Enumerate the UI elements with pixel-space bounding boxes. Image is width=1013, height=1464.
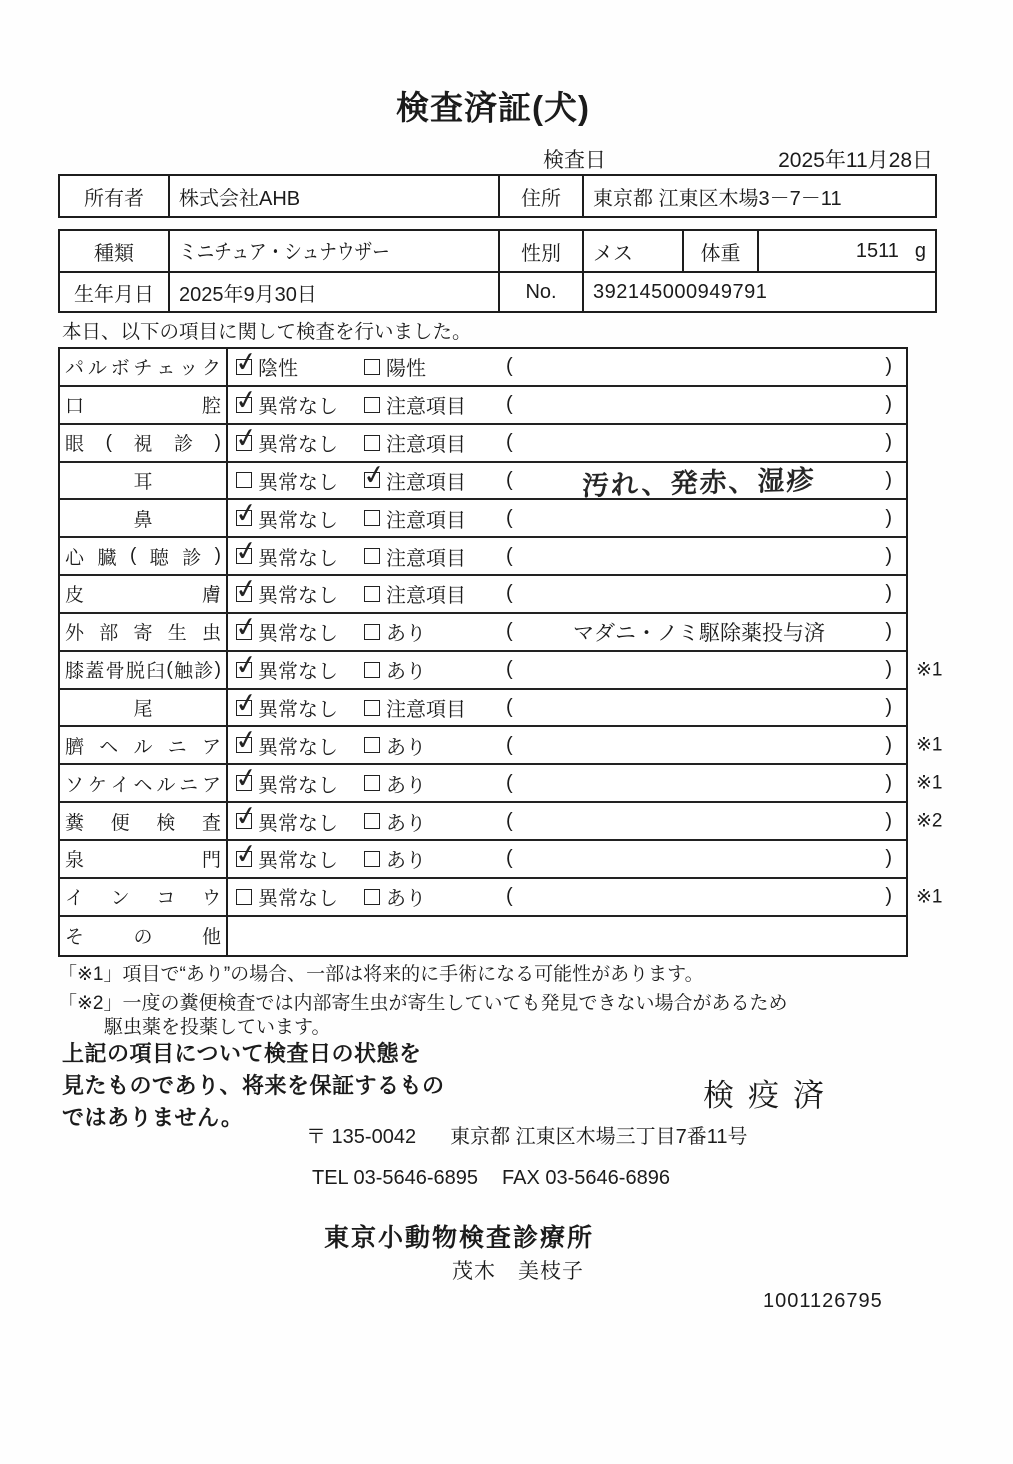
footnote-2-line2: 駆虫薬を投薬しています。 [104, 1017, 331, 1038]
checklist-option-2: 注意項目 [364, 390, 506, 419]
checklist-row [60, 463, 906, 501]
footnote-mark: ※1 [916, 886, 943, 908]
checklist-option-1: ✓ 陰性 [236, 352, 364, 381]
clinic-phone-row [312, 1167, 670, 1190]
paren-close: ) [885, 696, 892, 719]
paren-close: ) [885, 506, 892, 529]
no-value: 392145000949791 [582, 271, 935, 311]
checklist-option-1: ✓ 異常なし [236, 542, 364, 571]
checklist-table [58, 347, 943, 957]
checklist-item-label: 心 臓 ( 聴 診 ) [60, 538, 228, 574]
checklist-item-label: 耳 [60, 463, 228, 499]
address-label: 住所 [498, 176, 582, 216]
owner-table [58, 174, 937, 218]
checkbox-icon [236, 737, 252, 753]
checklist-item-label: 外 部 寄 生 虫 [60, 614, 228, 650]
inspection-date-label: 検査日 [543, 149, 606, 172]
fax-number: FAX 03-5646-6896 [502, 1167, 670, 1189]
paren-open: ( [506, 696, 513, 719]
disclaimer-text: 上記の項目について検査日の状態を 見たものであり、将来を保証するもの ではありません。 [62, 1041, 445, 1130]
checklist-item-label: 臍 ヘ ル ニ ア [60, 727, 228, 763]
checkbox-icon [236, 851, 252, 867]
checkbox-icon [364, 472, 380, 488]
clinic-address: 東京都 江東区木場三丁目7番11号 [450, 1126, 748, 1148]
checkbox-icon [364, 435, 380, 451]
owner-label: 所有者 [84, 187, 144, 210]
footnote-mark: ※1 [916, 734, 943, 756]
paren-close: ) [885, 809, 892, 832]
checklist-item-label: 泉 門 [60, 841, 228, 877]
checklist-item-label: 皮 膚 [60, 576, 228, 612]
footnote-1: 「※1」項目で“あり”の場合、一部は将来的に手術になる可能性があります。 [58, 964, 704, 985]
paren-close: ) [885, 847, 892, 870]
quarantine-passed-stamp: 検疫済 [703, 1078, 838, 1113]
checklist-option-1: ✓ 異常なし [236, 579, 364, 608]
paren-close: ) [885, 355, 892, 378]
clinic-name: 東京小動物検査診療所 [324, 1224, 595, 1252]
weight-label: 体重 [682, 231, 757, 271]
inspection-date-row [0, 144, 1013, 172]
paren-open: ( [506, 393, 513, 416]
address-value: 東京都 江東区木場3－7－11 [582, 176, 935, 216]
clinic-address-row [306, 1120, 748, 1149]
inspection-date-value: 2025年11月28日 [778, 149, 933, 172]
checkbox-icon [364, 662, 380, 678]
checklist-item-label: 眼 ( 視 診 ) [60, 425, 228, 461]
paren-open: ( [506, 847, 513, 870]
paren-open: ( [506, 468, 513, 491]
intro-text: 本日、以下の項目に関して検査を行いました。 [62, 321, 472, 343]
checklist-row [60, 690, 906, 728]
checklist-row [60, 538, 906, 576]
paren-close: ) [885, 544, 892, 567]
checklist-item-label: そ の 他 [60, 917, 228, 955]
checklist-row [60, 879, 943, 917]
checklist-row [60, 917, 906, 955]
paren-close: ) [885, 733, 892, 756]
checklist-option-2: ✓ 注意項目 [364, 466, 506, 495]
document-title: 検査済証(犬) [396, 89, 590, 126]
checklist-option-2: あり [364, 844, 506, 873]
paren-close: ) [885, 658, 892, 681]
paren-open: ( [506, 355, 513, 378]
checklist-item-label: パ ル ボ チ ェ ッ ク [60, 349, 228, 385]
checklist-option-1: 異常なし [236, 882, 364, 911]
checklist-option-2: 注意項目 [364, 428, 506, 457]
checklist-option-1: ✓ 異常なし [236, 769, 364, 798]
checklist-option-1: ✓ 異常なし [236, 693, 364, 722]
checklist-item-label: 鼻 [60, 500, 228, 536]
paren-open: ( [506, 885, 513, 908]
checkbox-icon [364, 775, 380, 791]
paren-open: ( [506, 658, 513, 681]
paren-close: ) [885, 431, 892, 454]
weight-unit: g [914, 239, 926, 262]
checkbox-icon [364, 548, 380, 564]
checkbox-icon [236, 586, 252, 602]
checkbox-icon [236, 435, 252, 451]
checkbox-icon [236, 775, 252, 791]
birthdate-value: 2025年9月30日 [168, 271, 498, 311]
paren-open: ( [506, 506, 513, 529]
checkbox-icon [364, 851, 380, 867]
checklist-item-label: イ ン コ ウ [60, 879, 228, 915]
checklist-row [60, 387, 906, 425]
checklist-option-2: あり [364, 655, 506, 684]
sex-value: メス [582, 231, 682, 271]
checklist-item-label: 口 腔 [60, 387, 228, 423]
breed-label: 種類 [94, 242, 134, 265]
checklist-option-1: ✓ 異常なし [236, 655, 364, 684]
tel-number: TEL 03-5646-6895 [312, 1167, 479, 1189]
checklist-note: マダニ・ノミ駆除薬投与済 [573, 621, 825, 645]
checkbox-icon [364, 737, 380, 753]
paren-open: ( [506, 582, 513, 605]
veterinarian-name: 茂木 美枝子 [452, 1260, 584, 1283]
checklist-option-2: 注意項目 [364, 579, 506, 608]
checklist-row [60, 614, 906, 652]
checklist-row [60, 425, 906, 463]
checklist-row [60, 500, 906, 538]
checkbox-icon [236, 510, 252, 526]
checklist-row [60, 652, 943, 690]
checklist-row [60, 576, 906, 614]
checkbox-icon [236, 624, 252, 640]
sex-label: 性別 [498, 231, 582, 271]
checklist-option-1: ✓ 異常なし [236, 844, 364, 873]
checklist-option-2: あり [364, 731, 506, 760]
paren-open: ( [506, 544, 513, 567]
paren-open: ( [506, 620, 513, 643]
checkbox-icon [364, 700, 380, 716]
animal-info-table [58, 229, 937, 313]
checklist-option-2: あり [364, 769, 506, 798]
checklist-row [60, 727, 943, 765]
owner-value: 株式会社AHB [168, 176, 498, 216]
checkbox-icon [364, 889, 380, 905]
checklist-option-1: ✓ 異常なし [236, 504, 364, 533]
checkbox-icon [236, 548, 252, 564]
checkbox-icon [236, 472, 252, 488]
checklist-note: 汚れ、発赤、湿疹 [581, 464, 817, 502]
checklist-row [60, 803, 943, 841]
postal-code: 〒 135-0042 [306, 1126, 417, 1148]
checklist-option-2: あり [364, 807, 506, 836]
checklist-option-2: あり [364, 882, 506, 911]
paren-open: ( [506, 431, 513, 454]
checklist-item-label: 糞 便 検 査 [60, 803, 228, 839]
checkbox-icon [364, 397, 380, 413]
checkbox-icon [364, 510, 380, 526]
checklist-option-2: 注意項目 [364, 693, 506, 722]
checkbox-icon [364, 624, 380, 640]
checkbox-icon [236, 813, 252, 829]
paren-close: ) [885, 393, 892, 416]
footnote-mark: ※1 [916, 659, 943, 681]
paren-close: ) [885, 468, 892, 491]
checkbox-icon [236, 662, 252, 678]
checkbox-icon [236, 397, 252, 413]
checkbox-icon [364, 813, 380, 829]
paren-close: ) [885, 620, 892, 643]
paren-open: ( [506, 771, 513, 794]
footnote-mark: ※2 [916, 810, 943, 832]
checklist-item-label: 膝 蓋 骨 脱 臼 ( 触 診 ) [60, 652, 228, 688]
footnote-mark: ※1 [916, 772, 943, 794]
breed-value: ミニチュア・シュナウザー [168, 231, 498, 271]
checklist-option-1: ✓ 異常なし [236, 731, 364, 760]
checklist-row [60, 349, 906, 387]
checklist-row [60, 765, 943, 803]
checklist-option-1: ✓ 異常なし [236, 617, 364, 646]
checklist-option-1: ✓ 異常なし [236, 428, 364, 457]
checkbox-icon [236, 700, 252, 716]
checklist-option-2: あり [364, 617, 506, 646]
checklist-option-1: ✓ 異常なし [236, 390, 364, 419]
paren-open: ( [506, 809, 513, 832]
checklist-option-1: 異常なし [236, 466, 364, 495]
checklist-option-2: 注意項目 [364, 504, 506, 533]
paren-close: ) [885, 885, 892, 908]
paren-close: ) [885, 771, 892, 794]
no-label: No. [498, 271, 582, 311]
paren-close: ) [885, 582, 892, 605]
checklist-option-2: 陽性 [364, 352, 506, 381]
serial-number: 1001126795 [763, 1290, 883, 1312]
paren-open: ( [506, 733, 513, 756]
checklist-option-1: ✓ 異常なし [236, 807, 364, 836]
checklist-item-label: ソ ケ イ ヘ ル ニ ア [60, 765, 228, 801]
checklist-option-2: 注意項目 [364, 542, 506, 571]
checkbox-icon [364, 586, 380, 602]
checkbox-icon [364, 359, 380, 375]
checklist-row [60, 841, 906, 879]
checkbox-icon [236, 359, 252, 375]
footnote-2-line1: 「※2」一度の糞便検査では内部寄生虫が寄生していても発見できない場合があるため [58, 993, 788, 1014]
weight-value: 1511 g [757, 231, 935, 271]
birthdate-label: 生年月日 [60, 271, 168, 311]
checkbox-icon [236, 889, 252, 905]
checklist-item-label: 尾 [60, 690, 228, 726]
